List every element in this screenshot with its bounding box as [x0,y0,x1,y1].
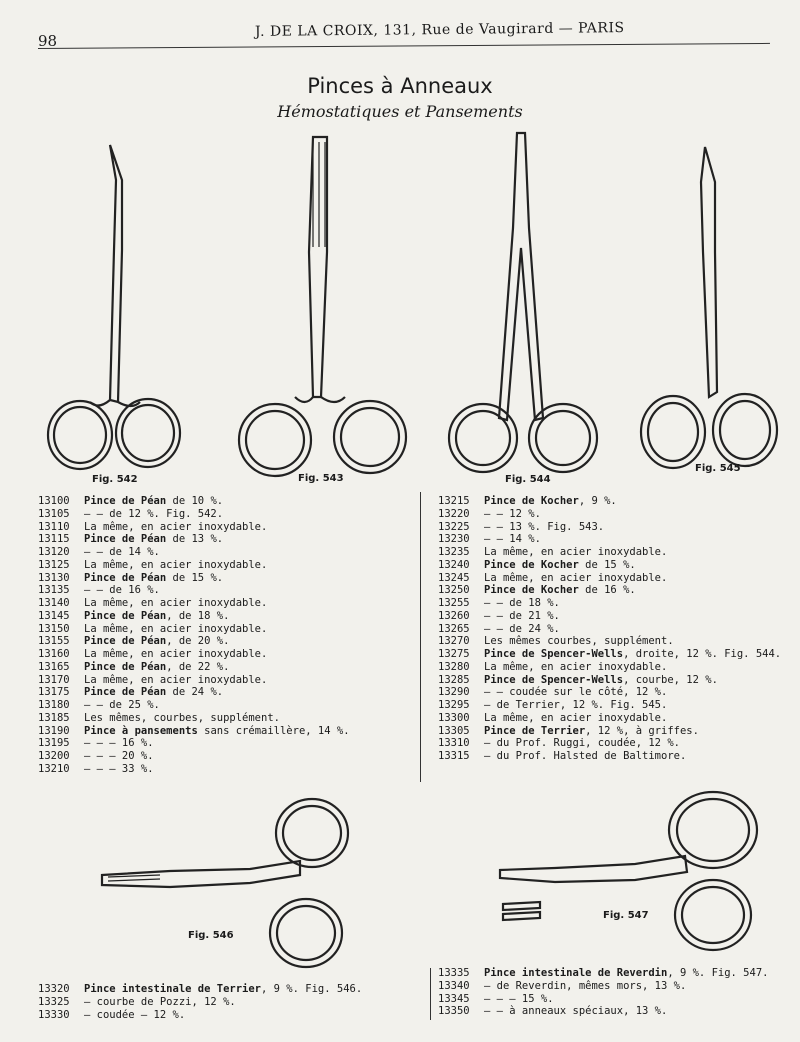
item-name: Pince de Kocher [484,495,579,507]
item-name: Pince de Péan [84,635,167,648]
catalog-description [84,648,267,661]
catalog-row [38,597,350,610]
item-detail: , 9 %. Fig. 546. [261,983,363,995]
catalog-number: 13115 [38,533,70,546]
column-divider [420,492,421,782]
catalog-description [84,763,154,776]
catalog-description [84,495,223,508]
catalog-row [38,610,350,623]
catalog-description [484,674,718,687]
catalog-list-bottom-right [438,967,768,1018]
item-detail: — — de 14 %. [84,546,160,558]
item-detail: — — de 24 %. [484,622,560,635]
catalog-number: 13340 [438,979,470,992]
catalog-number: 13195 [38,737,70,750]
catalog-number: 13155 [38,635,70,648]
catalog-row [438,610,781,623]
item-detail: — courbe de Pozzi, 12 %. [84,995,236,1008]
catalog-description [84,533,223,546]
item-name: Pince de Terrier [484,724,586,737]
item-detail: , courbe, 12 %. [623,673,718,686]
item-detail: La même, en acier inoxydable. [84,673,268,686]
catalog-description [84,699,160,712]
forceps-542-illustration [40,140,190,475]
catalog-description [84,610,229,623]
catalog-description [484,559,636,572]
catalog-row [38,495,350,508]
catalog-description [484,980,686,993]
item-detail: , droite, 12 %. Fig. 544. [623,648,782,660]
catalog-row [438,712,781,725]
catalog-number: 13310 [438,737,470,750]
catalog-row [38,559,350,572]
running-head: J. DE LA CROIX, 131, Rue de Vaugirard — PARIS [254,20,625,40]
catalog-row [38,572,350,585]
item-name: Pince de Péan [84,686,167,699]
catalog-row [438,648,781,661]
item-detail: — de Reverdin, mêmes mors, 13 %. [484,979,687,992]
catalog-row [438,980,768,993]
catalog-description [84,725,350,738]
forceps-546-illustration [100,795,355,975]
catalog-number: 13120 [38,546,70,558]
catalog-row [38,996,362,1009]
item-detail: La même, en acier inoxydable. [84,558,268,571]
catalog-row [38,686,350,699]
catalog-number: 13125 [38,558,70,571]
catalog-row [38,546,350,559]
item-detail: — — de 18 %. [484,597,560,609]
catalog-number: 13270 [438,635,470,648]
catalog-number: 13190 [38,724,70,737]
catalog-description [84,521,267,534]
catalog-row [38,661,350,674]
catalog-row [38,521,350,534]
item-detail: sans crémaillère, 14 %. [197,724,350,737]
catalog-description [84,686,223,699]
item-name: Pince à pansements [84,724,198,737]
catalog-number: 13250 [438,584,470,597]
item-name: Pince de Péan [84,609,167,622]
catalog-description [84,546,160,559]
catalog-number: 13180 [38,699,70,711]
catalog-number: 13200 [38,750,70,762]
catalog-number: 13255 [438,597,470,609]
catalog-description [484,686,667,699]
catalog-number: 13230 [438,533,470,546]
catalog-row [38,623,350,636]
catalog-description [484,725,699,738]
catalog-number: 13300 [438,711,470,724]
figure-label-547: Fig. 547 [603,910,649,921]
catalog-description [84,750,154,763]
item-detail: de 24 %. [166,686,224,699]
catalog-description [484,648,781,661]
catalog-description [484,546,667,559]
item-name: Pince de Péan [84,533,167,546]
catalog-row [438,674,781,687]
catalog-description [84,661,229,674]
item-detail: , 12 %, à griffes. [585,724,699,737]
catalog-row [38,712,350,725]
item-detail: Les mêmes courbes, supplément. [484,635,674,648]
catalog-number: 13325 [38,995,70,1008]
catalog-description [484,737,680,750]
catalog-number: 13285 [438,673,470,686]
catalog-number: 13220 [438,507,470,520]
catalog-number: 13280 [438,660,470,673]
item-detail: — — — 15 %. [484,992,554,1005]
catalog-description [84,623,267,636]
catalog-number: 13145 [38,609,70,622]
catalog-number: 13320 [38,983,70,995]
catalog-row [438,623,781,636]
catalog-number: 13290 [438,686,470,699]
catalog-row [38,737,350,750]
catalog-row [438,1005,768,1018]
catalog-description [84,584,160,597]
catalog-number: 13245 [438,571,470,584]
item-name: Pince de Kocher [484,584,579,597]
catalog-number: 13160 [38,648,70,660]
figure-label-546: Fig. 546 [188,930,234,941]
catalog-row [438,521,781,534]
page-subtitle: Hémostatiques et Pansements [277,102,523,121]
page-title: Pinces à Anneaux [307,74,493,98]
item-name: Pince intestinale de Terrier [84,983,262,995]
catalog-description [484,508,541,521]
forceps-544-illustration [445,128,605,478]
catalog-number: 13185 [38,711,70,724]
catalog-number: 13150 [38,622,70,635]
catalog-row [38,533,350,546]
item-detail: — — 13 %. Fig. 543. [484,520,605,533]
catalog-row [438,967,768,980]
catalog-description [84,737,154,750]
item-detail: — — — 33 %. [84,762,154,775]
item-detail: La même, en acier inoxydable. [484,711,668,724]
item-detail: — — 14 %. [484,533,541,546]
catalog-description [484,584,636,597]
catalog-description [84,983,362,996]
catalog-row [438,635,781,648]
catalog-row [38,648,350,661]
catalog-row [438,597,781,610]
catalog-number: 13315 [438,750,470,762]
item-detail: — — de 25 %. [84,699,160,711]
catalog-number: 13260 [438,609,470,622]
catalog-description [484,635,674,648]
catalog-row [38,983,362,996]
forceps-547-illustration [495,790,765,960]
item-detail: de 10 %. [166,495,224,507]
catalog-number: 13240 [438,558,470,571]
page-number: 98 [38,32,58,50]
catalog-description [84,559,267,572]
catalog-row [438,559,781,572]
figure-label-544: Fig. 544 [505,474,551,485]
item-detail: de 16 %. [578,584,636,597]
figure-label-545: Fig. 545 [695,463,741,474]
catalog-row [38,725,350,738]
catalog-description [84,996,236,1009]
item-name: Pince de Spencer-Wells [484,648,624,660]
catalog-description [484,572,667,585]
catalog-row [438,546,781,559]
item-name: Pince de Péan [84,495,167,507]
catalog-number: 13345 [438,992,470,1005]
catalog-description [84,597,267,610]
catalog-number: 13235 [438,546,470,558]
catalog-description [84,1009,185,1022]
catalog-row [38,699,350,712]
item-detail: — — — 16 %. [84,737,154,750]
catalog-description [484,750,686,763]
item-detail: La même, en acier inoxydable. [84,622,268,635]
catalog-row [38,750,350,763]
item-detail: — — — 20 %. [84,750,154,762]
catalog-number: 13135 [38,584,70,597]
catalog-description [484,597,560,610]
catalog-number: 13140 [38,597,70,609]
catalog-number: 13105 [38,507,70,520]
catalog-number: 13175 [38,686,70,699]
catalog-description [84,635,229,648]
catalog-description [484,699,667,712]
catalog-description [484,967,768,980]
forceps-543-illustration [235,132,410,482]
catalog-description [484,993,554,1006]
catalog-list-bottom-left [38,983,362,1021]
item-detail: — de Terrier, 12 %. Fig. 545. [484,699,668,711]
catalog-row [38,674,350,687]
catalog-row [38,635,350,648]
catalog-number: 13350 [438,1005,470,1018]
catalog-row [38,584,350,597]
item-detail: de 15 %. [578,558,636,571]
item-name: Pince intestinale de Reverdin [484,967,668,979]
catalog-description [484,623,560,636]
catalog-row [438,533,781,546]
figure-label-542: Fig. 542 [92,474,138,485]
item-detail: — du Prof. Halsted de Baltimore. [484,750,687,762]
catalog-row [438,737,781,750]
item-detail: Les mêmes, courbes, supplément. [84,711,280,724]
item-detail: La même, en acier inoxydable. [84,597,268,609]
catalog-number: 13305 [438,724,470,737]
catalog-description [84,712,280,725]
catalog-description [84,508,223,521]
catalog-row [438,686,781,699]
item-detail: — coudée — 12 %. [84,1008,186,1021]
column-divider-bottom [430,968,431,1020]
item-detail: La même, en acier inoxydable. [484,571,668,584]
catalog-number: 13275 [438,648,470,660]
catalog-row [438,699,781,712]
item-name: Pince de Péan [84,571,167,584]
catalog-row [438,725,781,738]
catalog-description [484,712,667,725]
item-detail: , de 20 %. [166,635,230,648]
item-name: Pince de Péan [84,660,167,673]
catalog-number: 13225 [438,520,470,533]
catalog-description [484,610,560,623]
catalog-row [38,1009,362,1022]
catalog-row [438,750,781,763]
catalog-number: 13265 [438,622,470,635]
item-detail: — — de 12 %. Fig. 542. [84,507,224,520]
catalog-row [438,572,781,585]
header-rule [38,43,770,49]
catalog-description [484,661,667,674]
item-detail: de 13 %. [166,533,224,546]
catalog-row [438,508,781,521]
figure-label-543: Fig. 543 [298,473,344,484]
catalog-description [484,521,604,534]
item-detail: , de 22 %. [166,660,230,673]
item-detail: La même, en acier inoxydable. [84,648,268,660]
item-detail: — — à anneaux spéciaux, 13 %. [484,1005,668,1018]
catalog-number: 13330 [38,1008,70,1021]
catalog-row [438,661,781,674]
catalog-list-left [38,495,350,776]
item-detail: — — de 16 %. [84,584,160,597]
catalog-number: 13165 [38,660,70,673]
catalog-description [84,572,223,585]
catalog-number: 13130 [38,571,70,584]
catalog-row [438,495,781,508]
catalog-number: 13100 [38,495,70,507]
catalog-description [484,1005,667,1018]
item-detail: — — 12 %. [484,507,541,520]
item-detail: — — coudée sur le côté, 12 %. [484,686,668,699]
item-detail: , 9 %. [578,495,617,507]
item-detail: La même, en acier inoxydable. [84,520,268,533]
item-detail: de 15 %. [166,571,224,584]
item-detail: , de 18 %. [166,609,230,622]
forceps-545-illustration [635,142,785,477]
item-name: Pince de Kocher [484,558,579,571]
catalog-row [38,508,350,521]
catalog-list-right [438,495,781,763]
item-name: Pince de Spencer-Wells [484,673,624,686]
catalog-row [438,993,768,1006]
catalog-number: 13210 [38,762,70,775]
catalog-description [484,533,541,546]
item-detail: La même, en acier inoxydable. [484,660,668,673]
item-detail: , 9 %. Fig. 547. [667,967,769,979]
catalog-number: 13170 [38,673,70,686]
item-detail: — — de 21 %. [484,609,560,622]
catalog-number: 13215 [438,495,470,507]
catalog-description [84,674,267,687]
catalog-number: 13110 [38,520,70,533]
catalog-row [438,584,781,597]
item-detail: La même, en acier inoxydable. [484,546,668,558]
catalog-description [484,495,617,508]
item-detail: — du Prof. Ruggi, coudée, 12 %. [484,737,680,750]
catalog-number: 13295 [438,699,470,711]
catalog-number: 13335 [438,967,470,979]
catalog-row [38,763,350,776]
